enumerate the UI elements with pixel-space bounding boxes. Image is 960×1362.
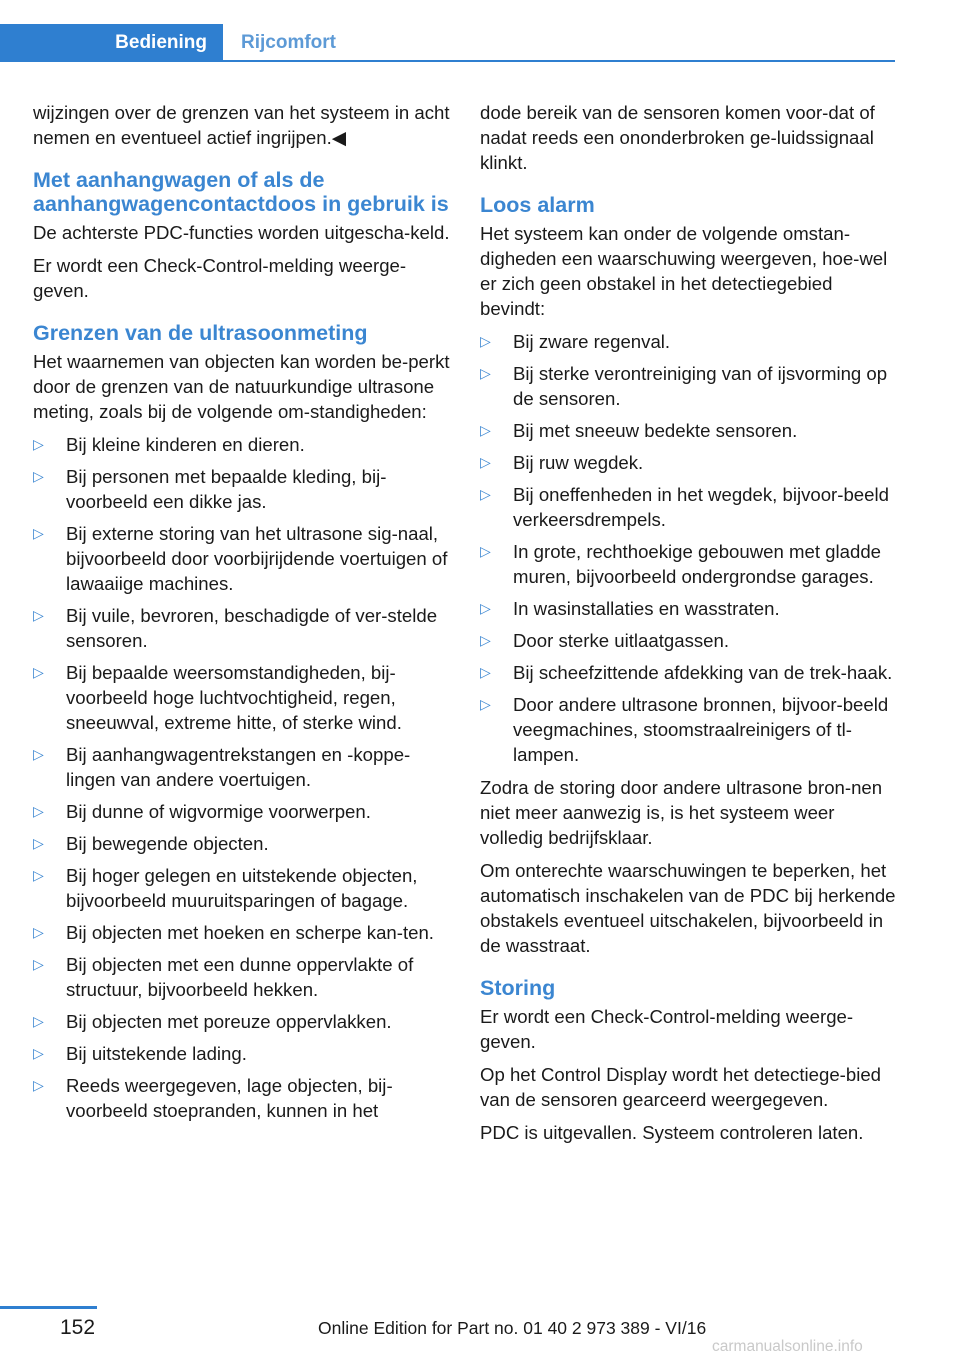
list-item-text: Reeds weergegeven, lage objecten, bij‐voorbeeld stoepranden, kunnen in het	[66, 1075, 393, 1121]
list-item	[33, 831, 451, 856]
right-column	[480, 100, 898, 1153]
bullet-triangle-icon: ▷	[480, 454, 491, 470]
paragraph: Het waarnemen van objecten kan worden be‐perkt door de grenzen van de natuurkundige ultrasone meting, zoals bij de volgende om‐standigheden:	[33, 351, 450, 422]
list-item-text: Bij objecten met poreuze oppervlakken.	[66, 1011, 392, 1032]
list-item-text: Bij scheefzittende afdekking van de trek‐haak.	[513, 662, 893, 683]
paragraph: De achterste PDC-functies worden uitgescha‐keld.	[33, 222, 450, 243]
section-heading-trailer: Met aanhangwagen of als de aanhangwagencontactdoos in gebruik is	[33, 168, 449, 216]
list-item-text: Bij objecten met hoeken en scherpe kan‐ten.	[66, 922, 434, 943]
bullet-triangle-icon: ▷	[480, 696, 491, 712]
bullet-triangle-icon: ▷	[33, 803, 44, 819]
list-item	[480, 482, 898, 532]
bullet-triangle-icon: ▷	[33, 867, 44, 883]
paragraph: Om onterechte waarschuwingen te beperken, het automatisch inschakelen van de PDC bij herkende obstakels eventueel uitschakelen, bijvoorbeeld in de wasstraat.	[480, 860, 896, 956]
bullet-triangle-icon: ▷	[33, 956, 44, 972]
bullet-triangle-icon: ▷	[33, 746, 44, 762]
paragraph: Zodra de storing door andere ultrasone bron‐nen niet meer aanwezig is, is het systeem weer volledig bedrijfsklaar.	[480, 777, 883, 848]
list-item-text: Door andere ultrasone bronnen, bijvoor‐beeld veegmachines, stoomstraalreinigers of tl-lampen.	[513, 694, 889, 765]
list-item-text: Bij vuile, bevroren, beschadigde of ver‐stelde sensoren.	[66, 605, 438, 651]
list-item	[480, 329, 898, 354]
list-item-text: Bij dunne of wigvormige voorwerpen.	[66, 801, 371, 822]
tab-bediening[interactable]	[0, 24, 223, 62]
list-item-text: In wasinstallaties en wasstraten.	[513, 598, 780, 619]
bullet-triangle-icon: ▷	[480, 664, 491, 680]
list-item-text: Bij aanhangwagentrekstangen en -koppe‐lingen van andere voertuigen.	[66, 744, 411, 790]
tab-underline	[223, 60, 895, 62]
list-item	[33, 1073, 451, 1123]
bullet-triangle-icon: ▷	[33, 1077, 44, 1093]
list-item	[33, 603, 451, 653]
list-item	[480, 418, 898, 443]
list-item-text: Bij bepaalde weersomstandigheden, bij‐voorbeeld hoge luchtvochtigheid, regen, sneeuwval, extreme hitte, of sterke wind.	[66, 662, 402, 733]
list-item-text: Bij ruw wegdek.	[513, 452, 644, 473]
list-item	[33, 920, 451, 945]
intro-paragraph: wijzingen over de grenzen van het systeem in acht nemen en eventueel actief ingrijpen.◀	[33, 102, 450, 148]
tab-rijcomfort-label: Rijcomfort	[241, 32, 336, 53]
bullet-triangle-icon: ▷	[33, 835, 44, 851]
page-number: 152	[60, 1316, 96, 1339]
bullet-triangle-icon: ▷	[480, 543, 491, 559]
paragraph: Er wordt een Check-Control-melding weerge‐geven.	[480, 1006, 854, 1052]
bullet-triangle-icon: ▷	[480, 365, 491, 381]
list-item	[480, 361, 898, 411]
limits-list	[33, 432, 451, 1123]
bullet-triangle-icon: ▷	[480, 600, 491, 616]
bullet-triangle-icon: ▷	[33, 607, 44, 623]
bullet-triangle-icon: ▷	[33, 1045, 44, 1061]
list-item-text: Bij objecten met een dunne oppervlakte of structuur, bijvoorbeeld hekken.	[66, 954, 414, 1000]
continued-paragraph: dode bereik van de sensoren komen voor‐dat of nadat reeds een ononderbroken ge‐luidssignaal klinkt.	[480, 102, 875, 173]
paragraph: Het systeem kan onder de volgende omstan‐digheden een waarschuwing weergeven, hoe‐wel er zich geen obstakel in het detectiegebied bevindt:	[480, 223, 888, 319]
bullet-triangle-icon: ▷	[480, 422, 491, 438]
list-item	[33, 464, 451, 514]
list-item	[33, 432, 451, 457]
list-item	[480, 450, 898, 475]
bullet-triangle-icon: ▷	[33, 664, 44, 680]
tab-rijcomfort[interactable]	[225, 24, 336, 62]
edition-note: Online Edition for Part no. 01 40 2 973 389 - VI/16	[318, 1318, 707, 1338]
list-item-text: Bij hoger gelegen en uitstekende objecten, bijvoorbeeld muuruitsparingen of bagage.	[66, 865, 418, 911]
list-item	[480, 539, 898, 589]
bullet-triangle-icon: ▷	[480, 333, 491, 349]
list-item-text: Bij bewegende objecten.	[66, 833, 269, 854]
section-heading-limits: Grenzen van de ultrasoonmeting	[33, 321, 368, 345]
chapter-tabbar	[0, 24, 895, 62]
bullet-triangle-icon: ▷	[33, 468, 44, 484]
list-item	[33, 660, 451, 735]
list-item	[480, 628, 898, 653]
bullet-triangle-icon: ▷	[480, 632, 491, 648]
list-item-text: Bij oneffenheden in het wegdek, bijvoor‐beeld verkeersdrempels.	[513, 484, 889, 530]
left-column	[33, 100, 451, 1131]
list-item-text: Bij externe storing van het ultrasone sig‐naal, bijvoorbeeld door voorbijrijdende voertuigen of lawaaiige machines.	[66, 523, 448, 594]
tab-bediening-label: Bediening	[115, 32, 207, 53]
watermark: carmanualsonline.info	[712, 1338, 863, 1355]
list-item-text: In grote, rechthoekige gebouwen met gladde muren, bijvoorbeeld ondergrondse garages.	[513, 541, 881, 587]
paragraph: Op het Control Display wordt het detectiege‐bied van de sensoren gearceerd weergegeven.	[480, 1064, 882, 1110]
false-alarm-list	[480, 329, 898, 767]
paragraph: Er wordt een Check-Control-melding weerge‐geven.	[33, 255, 407, 301]
list-item-text: Bij kleine kinderen en dieren.	[66, 434, 305, 455]
list-item	[480, 596, 898, 621]
list-item-text: Door sterke uitlaatgassen.	[513, 630, 730, 651]
section-heading-false-alarm: Loos alarm	[480, 193, 595, 217]
list-item	[33, 799, 451, 824]
list-item	[480, 660, 898, 685]
list-item-text: Bij sterke verontreiniging van of ijsvorming op de sensoren.	[513, 363, 888, 409]
list-item	[33, 521, 451, 596]
list-item	[480, 692, 898, 767]
bullet-triangle-icon: ▷	[33, 436, 44, 452]
footer-rule	[0, 1306, 97, 1309]
bullet-triangle-icon: ▷	[33, 924, 44, 940]
list-item	[33, 1009, 451, 1034]
list-item-text: Bij uitstekende lading.	[66, 1043, 247, 1064]
list-item	[33, 742, 451, 792]
list-item	[33, 952, 451, 1002]
list-item	[33, 1041, 451, 1066]
bullet-triangle-icon: ▷	[33, 1013, 44, 1029]
list-item-text: Bij personen met bepaalde kleding, bij‐voorbeeld een dikke jas.	[66, 466, 387, 512]
bullet-triangle-icon: ▷	[480, 486, 491, 502]
list-item-text: Bij zware regenval.	[513, 331, 671, 352]
bullet-triangle-icon: ▷	[33, 525, 44, 541]
paragraph: PDC is uitgevallen. Systeem controleren laten.	[480, 1122, 864, 1143]
section-heading-malfunction: Storing	[480, 976, 556, 1000]
list-item-text: Bij met sneeuw bedekte sensoren.	[513, 420, 798, 441]
list-item	[33, 863, 451, 913]
